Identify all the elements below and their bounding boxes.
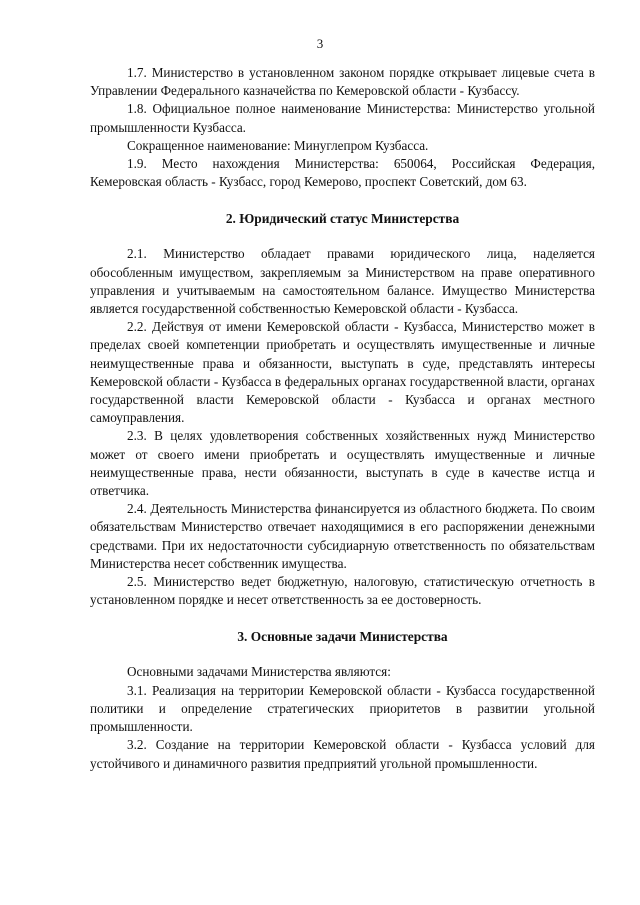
paragraph-1-9: 1.9. Место нахождения Министерства: 650064, Российская Федерация, Кемеровская область - Кузбасс, город Кемерово, проспект Советский, дом 63.: [90, 156, 595, 190]
paragraph-3-2: 3.2. Создание на территории Кемеровской области - Кузбасса условий для устойчивого и динамичного развития предприятий угольной промышленности.: [90, 737, 595, 771]
section-2-heading: 2. Юридический статус Министерства: [225, 211, 460, 227]
spacer: [90, 646, 595, 663]
section-3-heading: 3. Основные задачи Министерства: [237, 629, 448, 645]
paragraph-2-3: 2.3. В целях удовлетворения собственных хозяйственных нужд Министерство может от своего имени приобретать и осуществлять имущественные и личные неимущественные права, нести обязанности, выступать в суде в качестве истца и ответчика.: [90, 428, 595, 499]
paragraph-2-1: 2.1. Министерство обладает правами юридического лица, наделяется обособленным имуществом, закрепляемым за Министерством на праве оперативного управления и учитываемым на самостоятельном балансе. Имущество Министерства является государственной собственностью Кемеровской области - Кузбасса.: [90, 246, 595, 317]
spacer: [90, 191, 595, 210]
paragraph-1-8: 1.8. Официальное полное наименование Министерства: Министерство угольной промышленности Кузбасса.: [90, 101, 595, 135]
document-body: [90, 64, 595, 773]
spacer: [90, 609, 595, 628]
paragraph-short-name: Сокращенное наименование: Минуглепром Кузбасса.: [127, 137, 429, 153]
paragraph-2-4: 2.4. Деятельность Министерства финансируется из областного бюджета. По своим обязательствам Министерство отвечает находящимися в его распоряжении денежными средствами. При их недостаточности субсидиарную ответственность по обязательствам Министерства несет собственник имущества.: [90, 501, 595, 571]
paragraph-3-intro: Основными задачами Министерства являются:: [127, 664, 391, 680]
paragraph-1-7: 1.7. Министерство в установленном законом порядке открывает лицевые счета в Управлении Федерального казначейства по Кемеровской области - Кузбассу.: [90, 65, 595, 99]
paragraph-2-2: 2.2. Действуя от имени Кемеровской области - Кузбасса, Министерство может в пределах своей компетенции приобретать и осуществлять имущественные и личные неимущественные права и обязанности, выступать в суде, представлять интересы Кемеровской области - Кузбасса в федеральных органах государственной власти, органах государственной власти Кемеровской области - Кузбасса и органах местного самоуправления.: [90, 319, 595, 426]
paragraph-3-1: 3.1. Реализация на территории Кемеровской области - Кузбасса государственной политики и определение стратегических приоритетов в развитии угольной промышленности.: [90, 682, 595, 735]
paragraph-2-5: 2.5. Министерство ведет бюджетную, налоговую, статистическую отчетность в установленном порядке и несет ответственность за ее достоверность.: [90, 574, 595, 608]
page-number: 3: [316, 36, 324, 51]
spacer: [90, 228, 595, 245]
